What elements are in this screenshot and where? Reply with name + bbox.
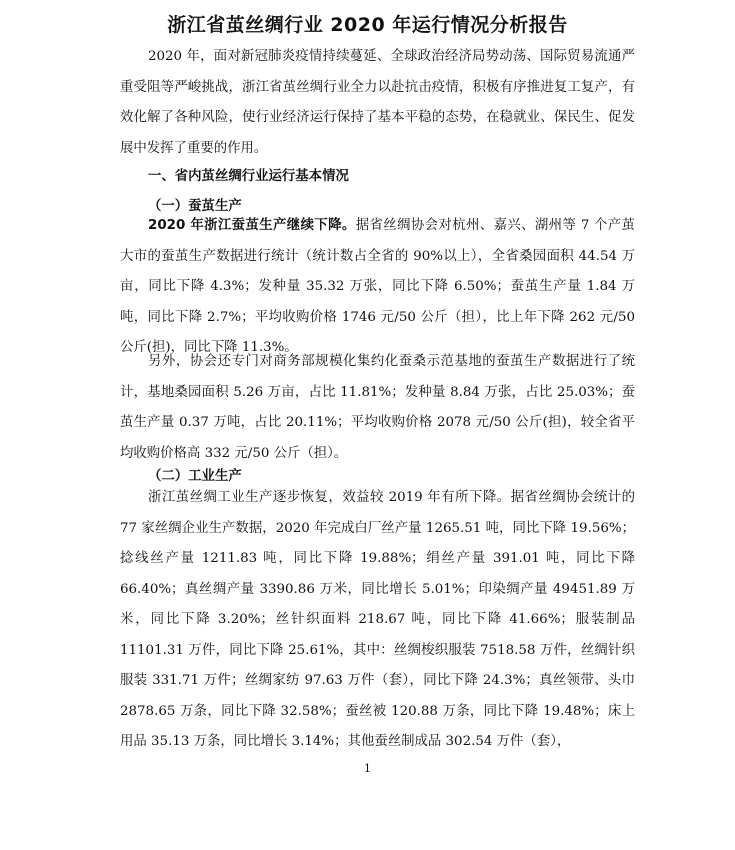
document-title: 浙江省茧丝绸行业 2020 年运行情况分析报告 [167, 14, 568, 36]
industry-paragraph: 浙江茧丝绸工业生产逐步恢复，效益较 2019 年有所下降。据省丝绸协会统计的 77 家丝绸企业生产数据，2020 年完成白厂丝产量 1265.51 吨，同比下降 19.56%；捻线丝产量 1211.83 吨，同比下降 19.88%；绢丝产量 391.01 吨，同比下降 66.40%；真丝绸产量 3390.86 万米，同比增长 5.01%；印染绸产量 49451.89 万米，同比下降 3.20%；丝针织面料 218.67 吨，同比下降 41.66%；服装制品 11101.31 万件，同比下降 25.61%，其中：丝绸梭织服装 7518.58 万件，丝绸针织服装 331.71 万件；丝绸家纺 97.63 万件（套），同比下降 24.3%；真丝领带、头巾 2878.65 万条，同比下降 32.58%；蚕丝被 120.88 万条，同比下降 19.48%；床上用品 35.13 万条，同比增长 3.14%；其他蚕丝制成品 302.54 万件（套）， [120, 490, 635, 749]
page-number: 1 [364, 762, 371, 775]
cocoon-lead-sentence: 2020 年浙江蚕茧生产继续下降。 [148, 218, 356, 233]
subsection-heading-industry: （二）工业生产 [148, 469, 242, 484]
cocoon-body-text: 据省丝绸协会对杭州、嘉兴、湖州等 7 个产茧大市的蚕茧生产数据进行统计（统计数占全省的 90%以上），全省桑园面积 44.54 万亩，同比下降 4.3%；发种量 35.32 万张，同比下降 6.50%；蚕茧生产量 1.84 万吨，同比下降 2.7%；平均收购价格 1746 元/50 公斤（担），比上年下降 262 元/50 公斤(担)，同比下降 11.3%。 [120, 218, 636, 355]
section-heading: 一、省内茧丝绸行业运行基本情况 [148, 169, 349, 184]
intro-paragraph: 2020 年，面对新冠肺炎疫情持续蔓延、全球政治经济局势动荡、国际贸易流通严重受阻等严峻挑战，浙江省茧丝绸行业全力以赴抗击疫情，积极有序推进复工复产，有效化解了各种风险，使行业经济运行保持了基本平稳的态势，在稳就业、保民生、促发展中发挥了重要的作用。 [120, 49, 635, 156]
base-statistics-paragraph: 另外，协会还专门对商务部规模化集约化蚕桑示范基地的蚕茧生产数据进行了统计，基地桑园面积 5.26 万亩，占比 11.81%；发种量 8.84 万张，占比 25.03%；蚕茧生产量 0.37 万吨，占比 20.11%；平均收购价格 2078 元/50 公斤(担)，较全省平均收购价格高 332 元/50 公斤（担）。 [120, 354, 635, 461]
cocoon-paragraph [120, 211, 635, 364]
subsection-heading-cocoon: （一）蚕茧生产 [148, 199, 242, 214]
